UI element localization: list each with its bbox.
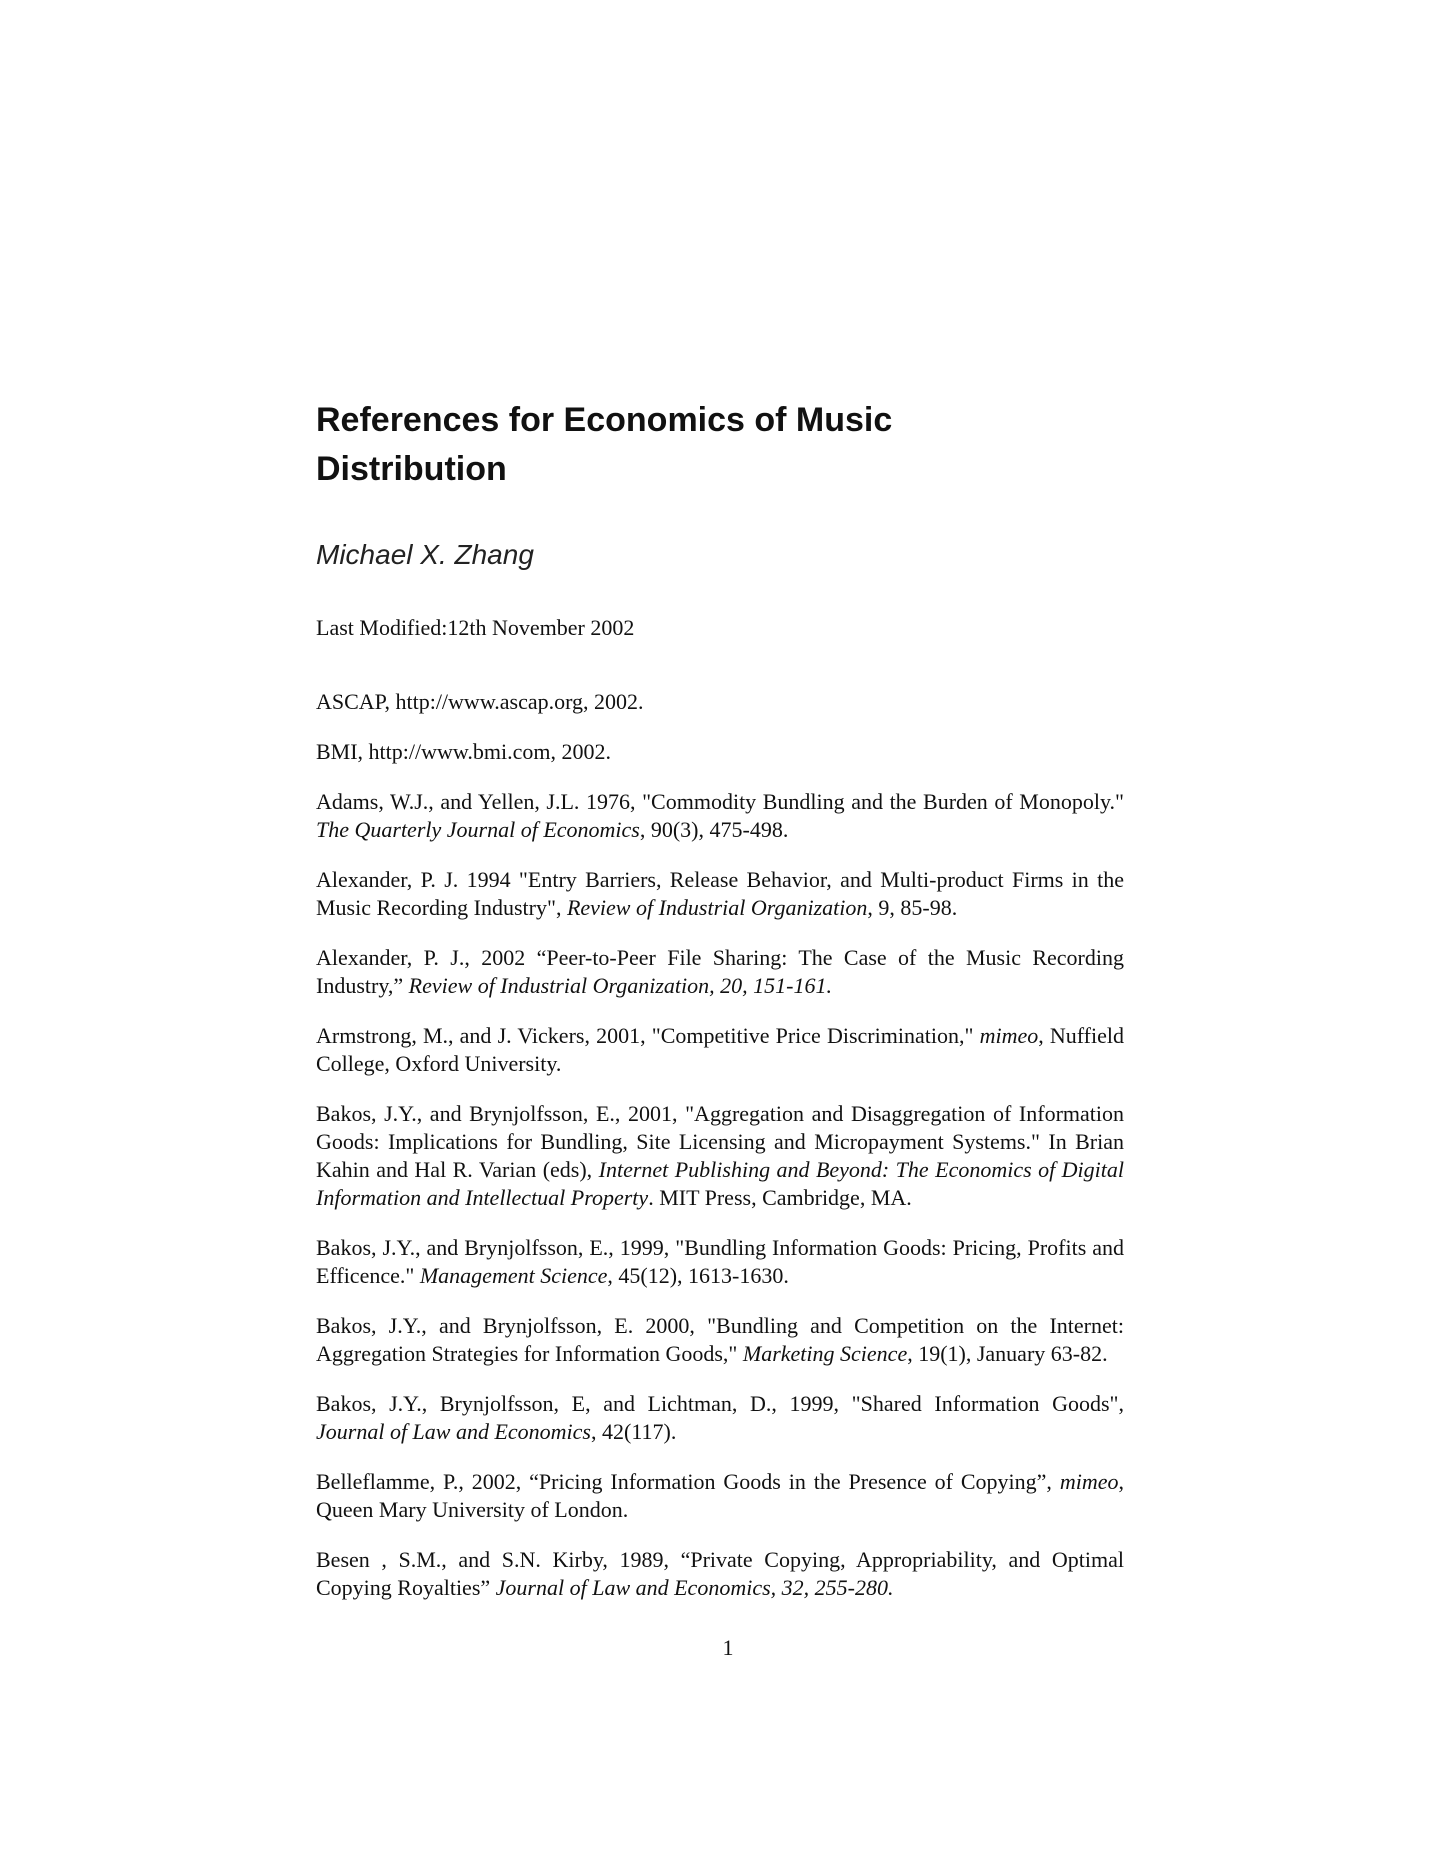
reference-item: Armstrong, M., and J. Vickers, 2001, "Competitive Price Discrimination," mimeo, Nuffield College, Oxford University. [316,1023,1124,1076]
last-modified-date: Last Modified:12th November 2002 [316,615,635,640]
reference-list [316,688,1146,1602]
reference-item: Alexander, P. J., 2002 “Peer-to-Peer File Sharing: The Case of the Music Recording Industry,” Review of Industrial Organization, 20, 151-161. [316,945,1124,998]
reference-item: Bakos, J.Y., and Brynjolfsson, E., 1999, "Bundling Information Goods: Pricing, Profits and Efficence." Management Science, 45(12), 1613-1630. [316,1235,1124,1288]
title-line-1: References for Economics of Music [316,401,893,439]
reference-item: Bakos, J.Y., and Brynjolfsson, E. 2000, "Bundling and Competition on the Internet: Aggregation Strategies for Information Goods," Marketing Science, 19(1), January 63-82. [316,1313,1124,1366]
reference-item: Alexander, P. J. 1994 "Entry Barriers, Release Behavior, and Multi-product Firms in the Music Recording Industry", Review of Industrial Organization, 9, 85-98. [316,867,1124,920]
author-name: Michael X. Zhang [316,539,534,570]
page-number: 1 [722,1635,734,1660]
reference-item: Belleflamme, P., 2002, “Pricing Information Goods in the Presence of Copying”, mimeo, Queen Mary University of London. [316,1469,1124,1522]
reference-item: ASCAP, http://www.ascap.org, 2002. [316,689,644,714]
document-title [316,396,1146,494]
page-content [316,396,1146,1615]
reference-item: Bakos, J.Y., and Brynjolfsson, E., 2001, "Aggregation and Disaggregation of Information Goods: Implications for Bundling, Site Licensing and Micropayment Systems." In Brian Kahin and Hal R. Varian (eds), Internet Publishing and Beyond: The Economics of Digital Information and Intellectual Property. MIT Press, Cambridge, MA. [316,1101,1124,1210]
reference-item: Adams, W.J., and Yellen, J.L. 1976, "Commodity Bundling and the Burden of Monopoly." The Quarterly Journal of Economics, 90(3), 475-498. [316,789,1124,842]
reference-item: Bakos, J.Y., Brynjolfsson, E, and Lichtman, D., 1999, "Shared Information Goods", Journal of Law and Economics, 42(117). [316,1391,1124,1444]
reference-item: BMI, http://www.bmi.com, 2002. [316,739,611,764]
reference-item: Besen , S.M., and S.N. Kirby, 1989, “Private Copying, Appropriability, and Optimal Copying Royalties” Journal of Law and Economics, 32, 255-280. [316,1547,1124,1600]
title-line-2: Distribution [316,450,507,488]
